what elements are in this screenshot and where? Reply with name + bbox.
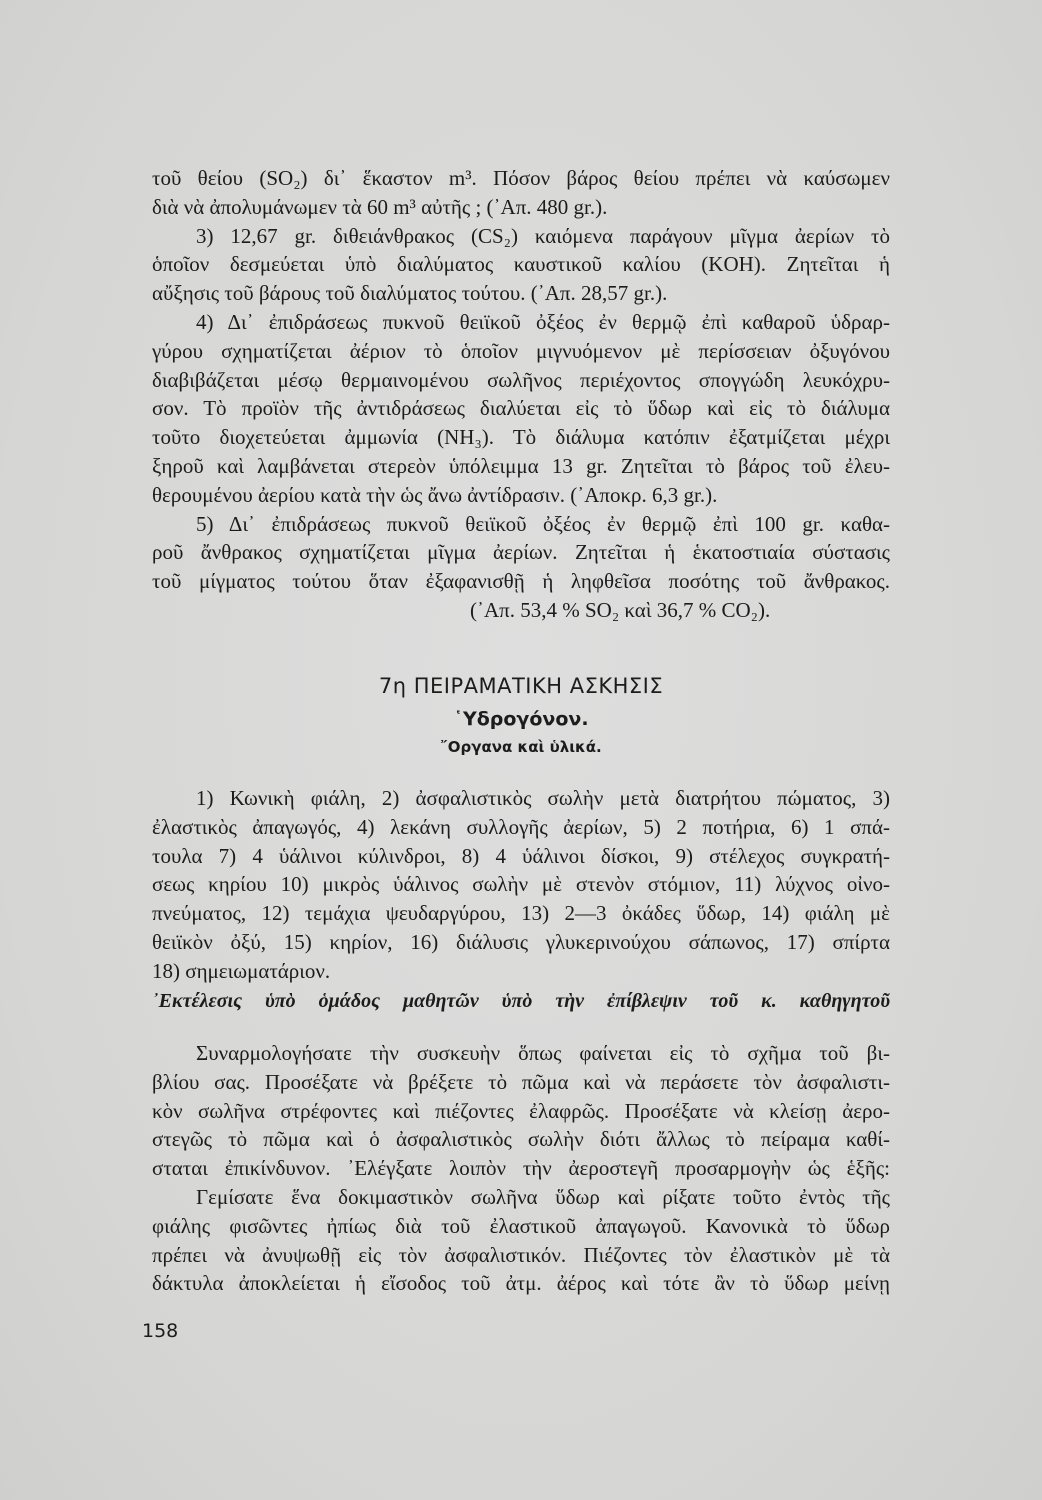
text-line: 3) 12,67 gr. διθειάνθρακος (CS₂) καιόμενα παράγουν μῖγμα ἀερίων τὸ [196, 223, 890, 248]
text-line: 1) Κωνικὴ φιάλη, 2) ἀσφαλιστικὸς σωλὴν μετὰ διατρήτου πώματος, 3) [196, 786, 890, 810]
text-line: δάκτυλα ἀποκλείεται ἡ εἴσοδος τοῦ ἀτμ. ἀέρος καὶ τότε ἂν τὸ ὕδωρ μείνῃ [152, 1271, 890, 1296]
text-line: 18) σημειωματάριον. [152, 958, 331, 983]
problems-text [152, 164, 890, 625]
text-line: 5) Δι᾿ ἐπιδράσεως πυκνοῦ θειϊκοῦ ὀξέος ἐν θερμῷ ἐπὶ 100 gr. καθα- [196, 511, 890, 536]
text-line: 4) Δι᾿ ἐπιδράσεως πυκνοῦ θειϊκοῦ ὀξέος ἐν θερμῷ ἐπὶ καθαροῦ ὑδραρ- [196, 309, 890, 334]
text-line: ροῦ ἄνθρακος σχηματίζεται μῖγμα ἀερίων. Ζητεῖται ἡ ἑκατοστιαία σύστασις [152, 540, 890, 565]
text-line: αὔξησις τοῦ βάρους τοῦ διαλύματος τούτου. (᾿Απ. 28,57 gr.). [152, 281, 668, 306]
text-line: θειϊκὸν ὀξύ, 15) κηρίον, 16) διάλυσις γλυκερινούχου σάπωνος, 17) σπίρτα [152, 929, 890, 954]
text-line: τουλα 7) 4 ὑάλινοι κύλινδροι, 8) 4 ὑάλινοι δίσκοι, 9) στέλεχος συγκρατή- [152, 843, 890, 868]
text-line: φιάλης φισῶντες ἠπίως διὰ τοῦ ἐλαστικοῦ ἀπαγωγοῦ. Κανονικὰ τὸ ὕδωρ [152, 1213, 890, 1238]
text-line: κὸν σωλῆνα στρέφοντες καὶ πιέζοντες ἐλαφρῶς. Προσέξατε νὰ κλείσῃ ἀερο- [152, 1098, 890, 1123]
text-line: ξηροῦ καὶ λαμβάνεται στερεὸν ὑπόλειμμα 13 gr. Ζητεῖται τὸ βάρος τοῦ ἐλευ- [152, 453, 890, 478]
text-line: διὰ νὰ ἀπολυμάνωμεν τὰ 60 m³ αὐτῆς ; (᾿Απ. 480 gr.). [152, 194, 608, 219]
text-line: βλίου σας. Προσέξατε νὰ βρέξετε τὸ πῶμα καὶ νὰ περάσετε τὸν ἀσφαλιστι- [152, 1069, 890, 1094]
page-number: 158 [142, 1320, 179, 1342]
execution-text [152, 1039, 890, 1298]
text-line: τοῦτο διοχετεύεται ἀμμωνία (NH₃). Τὸ διάλυμα κατόπιν ἐξατμίζεται μέχρι [152, 425, 890, 450]
text-line: τοῦ μίγματος τούτου ὅταν ἐξαφανισθῇ ἡ ληφθεῖσα ποσότης τοῦ ἄνθρακος. [152, 569, 890, 594]
section-subtitle: ῾Υδρογόνον. [453, 708, 589, 730]
text-line: πρέπει νὰ ἀνυψωθῇ εἰς τὸν ἀσφαλιστικόν. Πιέζοντες τὸν ἐλαστικὸν μὲ τὰ [152, 1242, 890, 1267]
materials-heading: ῎Οργανα καὶ ὑλικά. [440, 738, 602, 756]
text-line: σταται ἐπικίνδυνον. ᾿Ελέγξατε λοιπὸν τὴν ἀεροστεγῆ προσαρμογὴν ὡς ἑξῆς: [152, 1156, 890, 1181]
section-title: 7η ΠΕΙΡΑΜΑΤΙΚΗ ΑΣΚΗΣΙΣ [378, 674, 664, 698]
text-line: ὁποῖον δεσμεύεται ὑπὸ διαλύματος καυστικοῦ καλίου (KOH). Ζητεῖται ἡ [152, 252, 890, 277]
text-line: θερουμένου ἀερίου κατὰ τὴν ὡς ἄνω ἀντίδρασιν. (᾿Αποκρ. 6,3 gr.). [152, 482, 718, 507]
text-line: γύρου σχηματίζεται ἀέριον τὸ ὁποῖον μιγνυόμενον μὲ περίσσειαν ὀξυγόνου [152, 338, 890, 363]
text-line: διαβιβάζεται μέσῳ θερμαινομένου σωλῆνος περιέχοντος σπογγώδη λευκόχρυ- [152, 367, 890, 392]
execution-heading: ᾿Εκτέλεσις ὑπὸ ὁμάδος μαθητῶν ὑπὸ τὴν ἐπίβλεψιν τοῦ κ. καθηγητοῦ [152, 990, 890, 1012]
text-line: σεως κηρίου 10) μικρὸς ὑάλινος σωλὴν μὲ στενὸν στόμιον, 11) λύχνος οἰνο- [152, 872, 890, 897]
text-line: στεγῶς τὸ πῶμα καὶ ὁ ἀσφαλιστικὸς σωλὴν διότι ἄλλως τὸ πείραμα καθί- [152, 1127, 890, 1152]
text-line: πνεύματος, 12) τεμάχια ψευδαργύρου, 13) 2—3 ὀκάδες ὕδωρ, 14) φιάλη μὲ [152, 901, 890, 926]
text-line: σον. Τὸ προϊὸν τῆς ἀντιδράσεως διαλύεται εἰς τὸ ὕδωρ καὶ εἰς τὸ διάλυμα [152, 396, 890, 421]
text-line: Γεμίσατε ἕνα δοκιμαστικὸν σωλῆνα ὕδωρ καὶ ρίξατε τοῦτο ἐντὸς τῆς [196, 1184, 890, 1209]
text-line: Συναρμολογήσατε τὴν συσκευὴν ὅπως φαίνεται εἰς τὸ σχῆμα τοῦ βι- [196, 1041, 890, 1065]
materials-list [152, 784, 890, 986]
text-line: (᾿Απ. 53,4 % SO₂ καὶ 36,7 % CO₂). [470, 597, 771, 622]
text-line: τοῦ θείου (SO₂) δι᾿ ἕκαστον m³. Πόσον βάρος θείου πρέπει νὰ καύσωμεν [152, 166, 890, 190]
text-line: ἐλαστικὸς ἀπαγωγός, 4) λεκάνη συλλογῆς ἀερίων, 5) 2 ποτήρια, 6) 1 σπά- [152, 814, 890, 839]
